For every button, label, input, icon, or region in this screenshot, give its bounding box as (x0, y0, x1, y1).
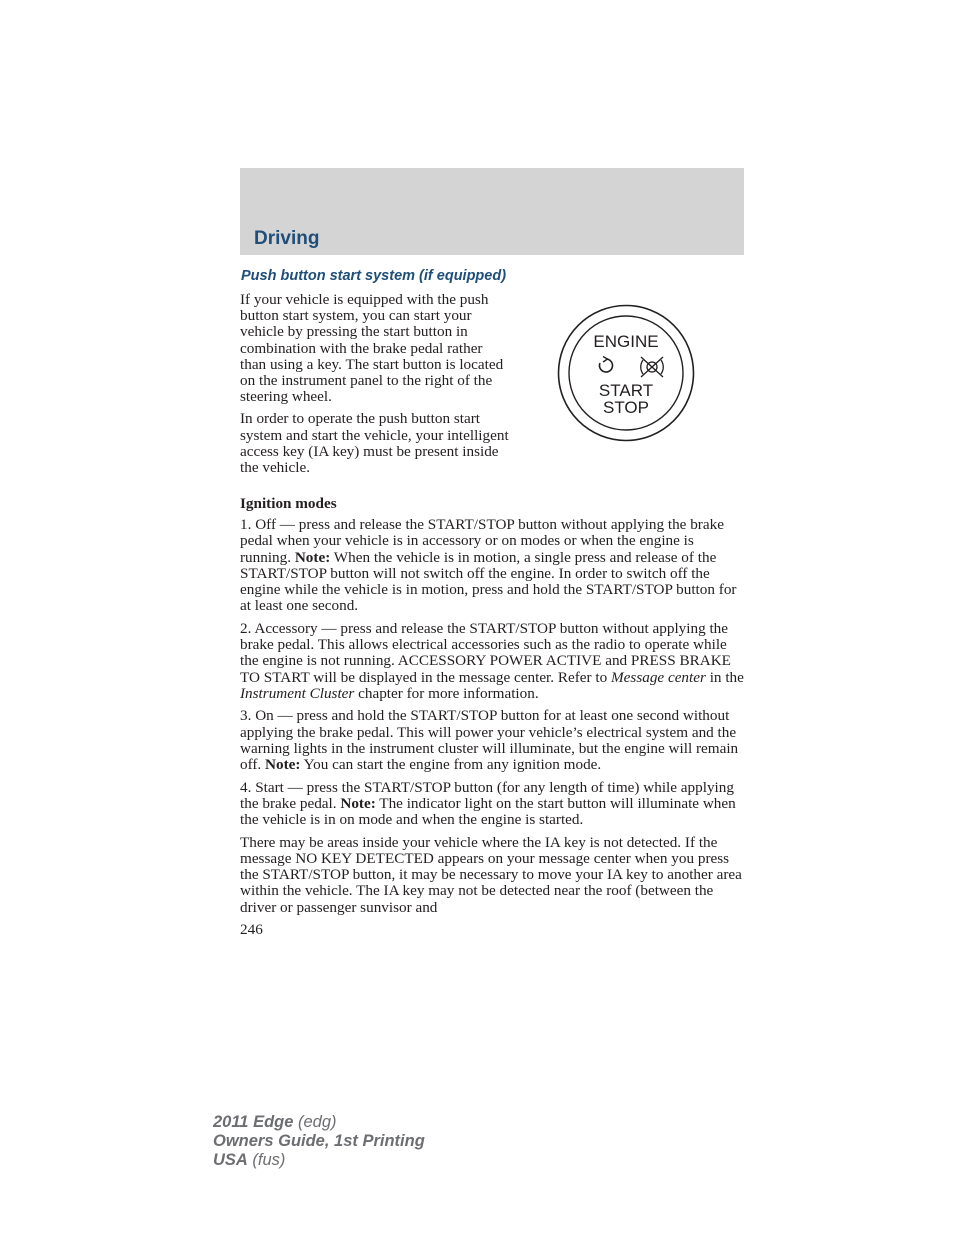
footer-line-2: Owners Guide, 1st Printing (213, 1132, 425, 1150)
mode-on-text: 3. On — press and hold the START/STOP button for at least one second without applying the brake pedal. This will power your vehicle’s electrical system and the warning lights in the instrument cluster will illuminate, but the engine will remain off. (240, 707, 739, 774)
ignition-modes-heading: Ignition modes (240, 495, 337, 512)
engine-label: ENGINE (593, 332, 659, 351)
instrument-cluster-reference: Instrument Cluster (240, 684, 355, 702)
stop-label: STOP (603, 398, 649, 417)
note-label: Note: (294, 548, 331, 566)
page-number: 246 (240, 921, 263, 939)
no-key-detected-paragraph: There may be areas inside your vehicle where the IA key is not detected. If the message NO KEY DETECTED appears on your message center when you press the START/STOP button, it may be necessary to move your IA key to another area within the vehicle. The IA key may not be detected near the roof (between the driver or passenger sunvisor and (240, 833, 742, 916)
intro-text (240, 292, 510, 482)
chapter-header-band (240, 168, 744, 255)
mode-accessory-mid: in the (705, 668, 744, 686)
intro-paragraph-1: If your vehicle is equipped with the push button start system, you can start your vehicle by pressing the start button in combination with the brake pedal rather than using a key. The start button is located on the instrument panel to the right of the steering wheel. (240, 291, 504, 406)
mode-on-note: You can start the engine from any ignition mode. (300, 756, 602, 774)
message-center-reference: Message center (611, 668, 706, 686)
mode-off-paragraph (240, 517, 746, 614)
mode-accessory-paragraph (240, 621, 746, 702)
footer-model: 2011 Edge (213, 1113, 294, 1131)
mode-start-paragraph (240, 780, 746, 829)
mode-start-text: 4. Start — press the START/STOP button (for any length of time) while applying the brake pedal. (240, 778, 734, 812)
main-text (240, 496, 746, 945)
mode-start-note: The indicator light on the start button will illuminate when the vehicle is in on mode and when the engine is started. (240, 794, 736, 829)
mode-accessory-text: 2. Accessory — press and release the START/STOP button without applying the brake pedal. This allows electrical accessories such as the radio to operate while the engine is not running. ACCESSORY POWER ACTIVE and PRESS BRAKE TO START will be displayed in the message center. Refer to (240, 619, 731, 686)
note-label: Note: (340, 794, 376, 812)
footer-model-code: (edg) (293, 1113, 337, 1131)
engine-start-stop-button-icon (556, 303, 696, 443)
mode-off-text: 1. Off — press and release the START/STOP button without applying the brake pedal when your vehicle is in accessory or on modes or when the engine is running. (240, 516, 724, 566)
section-title: Push button start system (if equipped) (241, 268, 507, 284)
footer-line-1 (213, 1113, 425, 1132)
mode-accessory-end: chapter for more information. (354, 684, 539, 702)
note-label: Note: (265, 756, 301, 774)
chapter-title: Driving (254, 228, 320, 249)
intro-paragraph-2: In order to operate the push button start system and start the vehicle, your intelligent access key (IA key) must be present inside the vehicle. (240, 410, 509, 477)
start-label: START (598, 381, 654, 400)
footer-market: USA (213, 1151, 248, 1169)
mode-on-paragraph (240, 708, 746, 773)
document-footer (213, 1113, 425, 1170)
footer-market-code: (fus) (247, 1151, 286, 1169)
mode-off-note: When the vehicle is in motion, a single press and release of the START/STOP button will not switch off the engine. In order to switch off the engine while the vehicle is in motion, press and hold the START/STOP button for at least one second. (240, 548, 737, 615)
footer-line-3 (213, 1151, 425, 1170)
